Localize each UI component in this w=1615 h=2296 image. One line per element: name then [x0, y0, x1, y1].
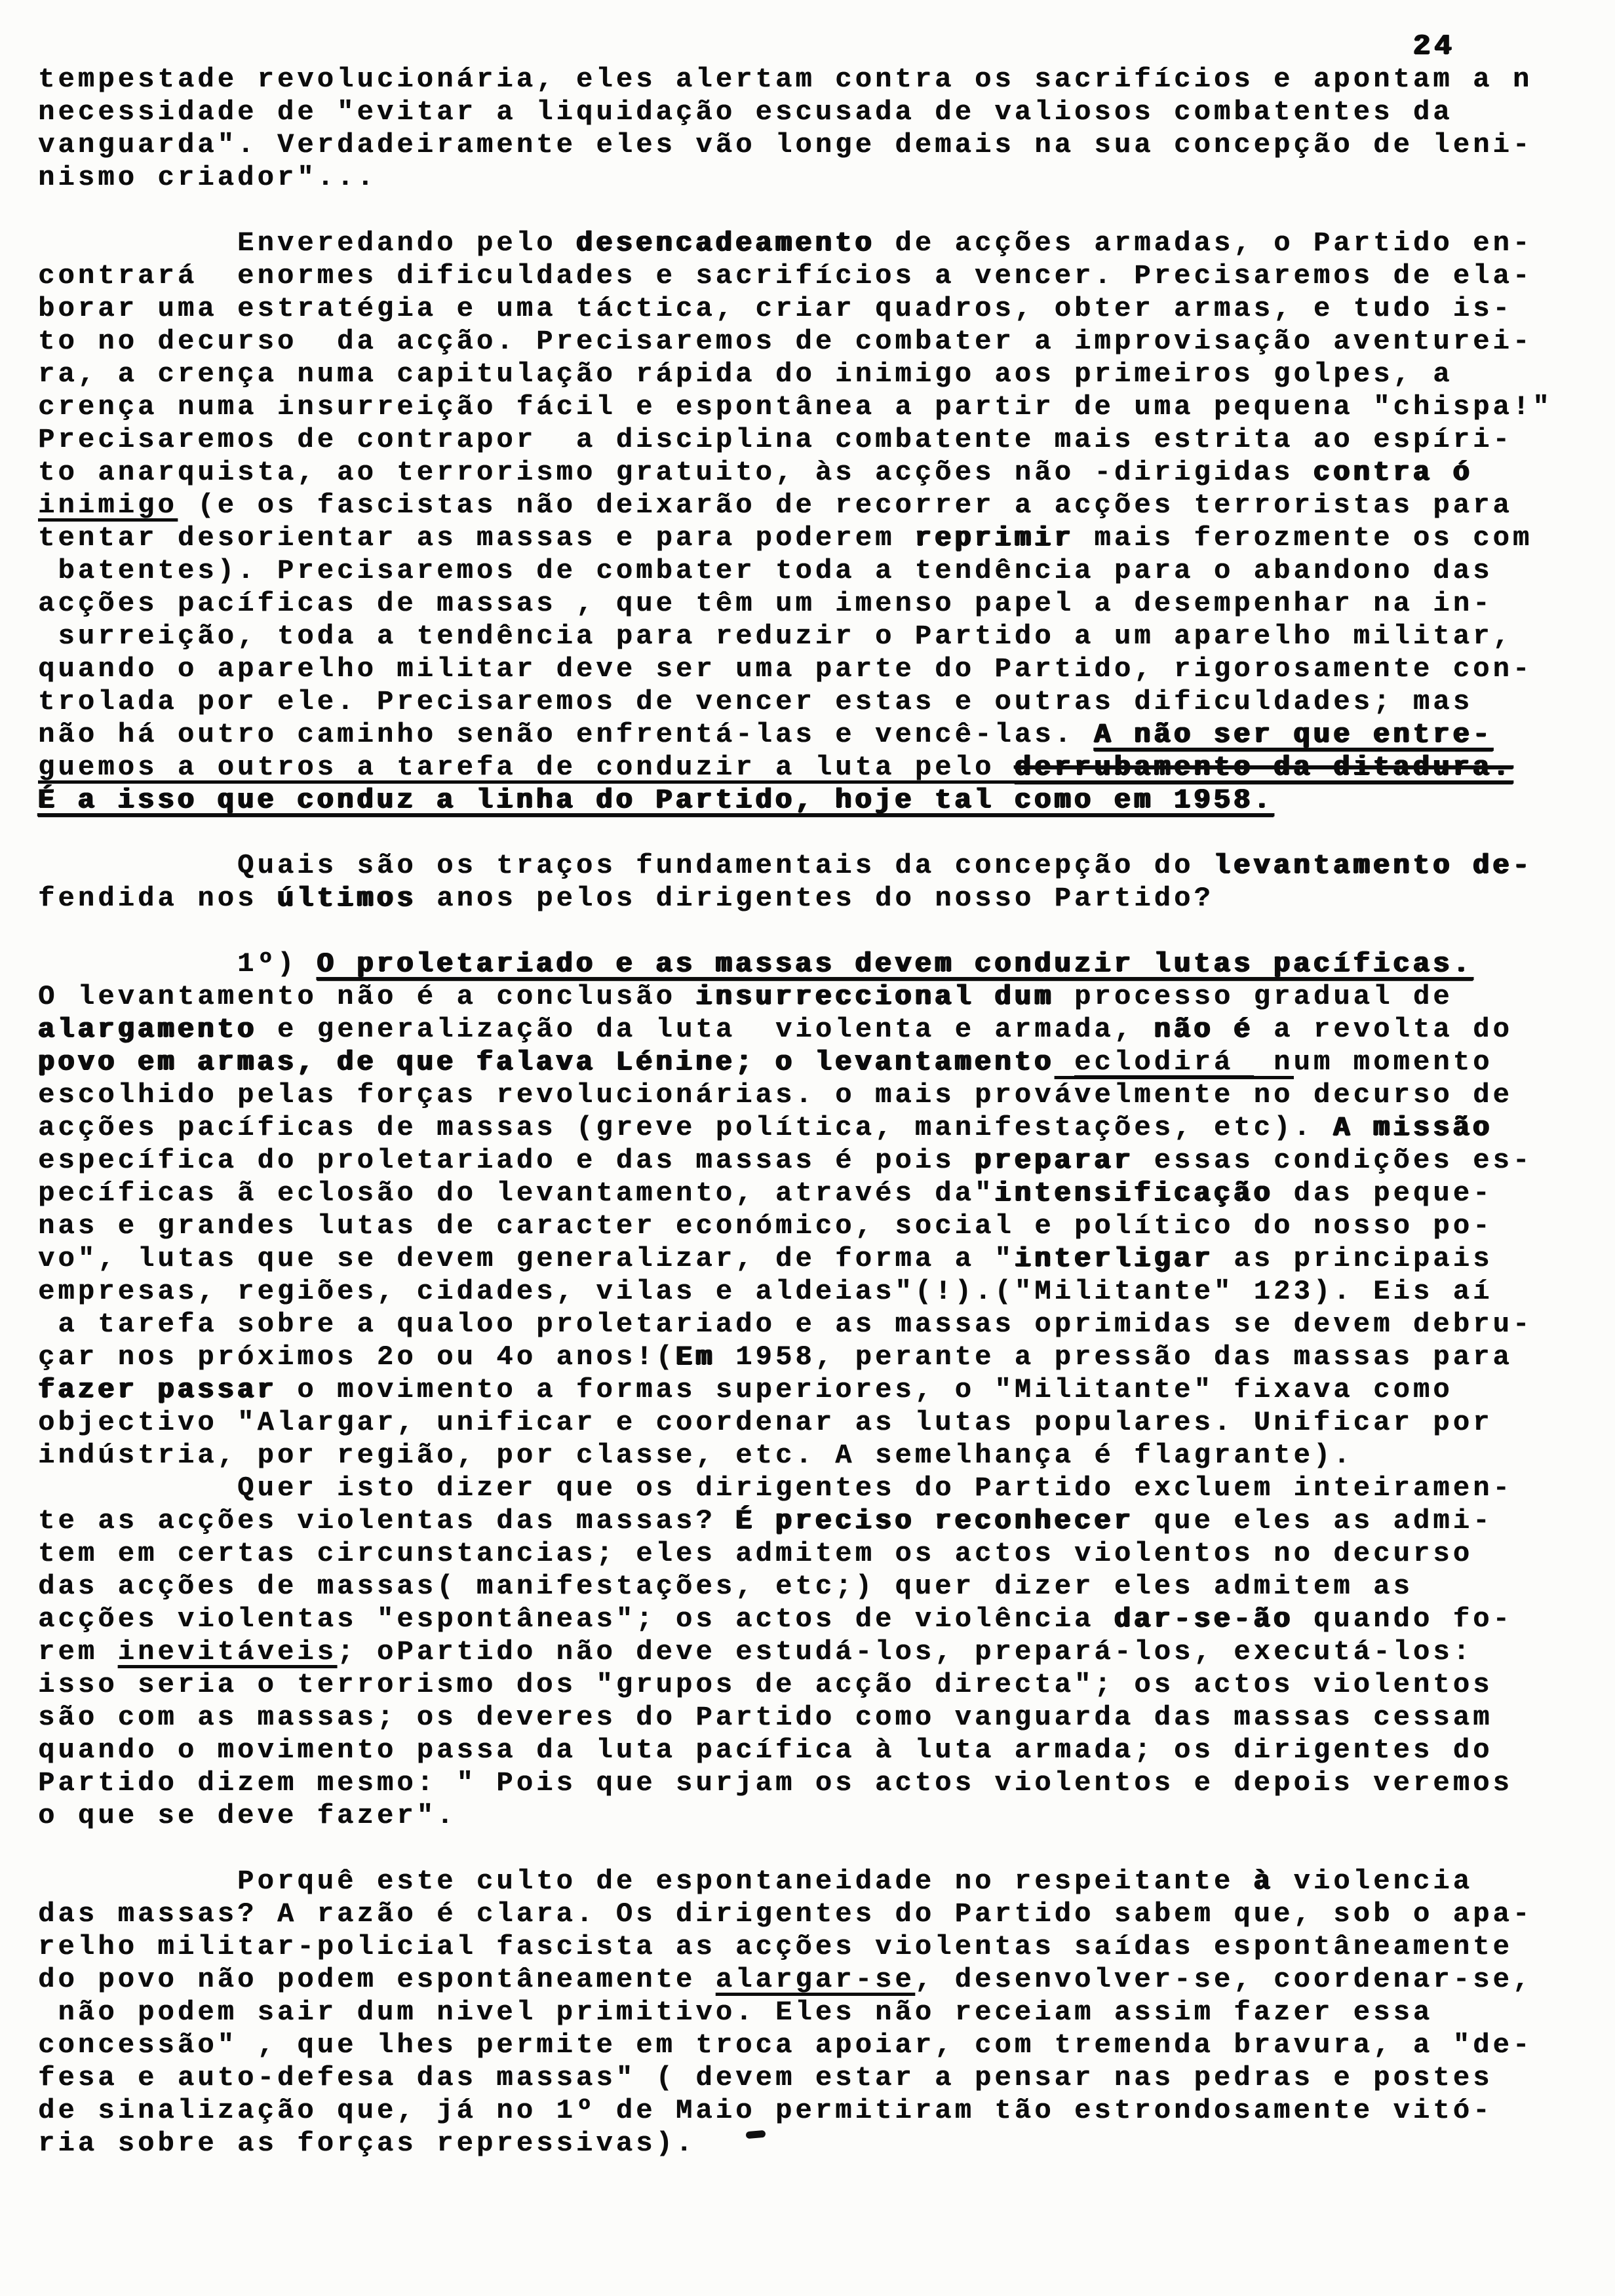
text-line: çar nos próximos 2o ou 4o anos!(Em 1958, perante a pressão das massas para	[38, 1341, 1513, 1373]
text-line: acções pacíficas de massas (greve política, manifestações, etc). A missão	[38, 1112, 1493, 1143]
text-line: 1º) O proletariado e as massas devem conduzir lutas pacíficas.	[38, 948, 1473, 980]
text-line: Partido dizem mesmo: " Pois que surjam os actos violentos e depois veremos	[38, 1767, 1513, 1799]
text-line: inimigo (e os fascistas não deixarão de recorrer a acções terroristas para	[38, 489, 1513, 521]
text-line: necessidade de "evitar a liquidação escusada de valiosos combatentes da	[38, 96, 1453, 128]
text-line: do povo não podem espontâneamente alargar-se, desenvolver-se, coordenar-se,	[38, 1964, 1533, 1995]
text-line: to no decurso da acção. Precisaremos de combater a improvisação aventurei-	[38, 326, 1533, 357]
text-line: escolhido pelas forças revolucionárias. o mais provávelmente no decurso de	[38, 1079, 1513, 1111]
text-line: acções violentas "espontâneas"; os actos de violência dar-se-ão quando fo-	[38, 1603, 1513, 1635]
text-line: específica do proletariado e das massas é pois preparar essas condições es-	[38, 1145, 1533, 1176]
text-line: crença numa insurreição fácil e espontânea a partir de uma pequena "chispa!"	[38, 391, 1553, 423]
text-line: fazer passar o movimento a formas superiores, o "Militante" fixava como	[38, 1374, 1453, 1406]
paragraph	[38, 947, 1553, 1472]
text-line: O levantamento não é a conclusão insurreccional dum processo gradual de	[38, 981, 1453, 1012]
text-line: rem inevitáveis; oPartido não deve estudá-los, prepará-los, executá-los:	[38, 1636, 1473, 1668]
paragraph	[38, 849, 1553, 915]
paragraph	[38, 1472, 1553, 1832]
text-line: tem em certas circunstancias; eles admitem os actos violentos no decurso	[38, 1538, 1473, 1569]
text-line: de sinalização que, já no 1º de Maio permitiram tão estrondosamente vitó-	[38, 2095, 1493, 2126]
text-line: relho militar-policial fascista as acções violentas saídas espontâneamente	[38, 1931, 1513, 1962]
text-line: Porquê este culto de espontaneidade no respeitante à violencia	[38, 1866, 1473, 1897]
text-line: concessão" , que lhes permite em troca apoiar, com tremenda bravura, a "de-	[38, 2029, 1533, 2061]
text-line: fesa e auto-defesa das massas" ( devem estar a pensar nas pedras e postes	[38, 2062, 1493, 2094]
text-line: te as acções violentas das massas? É preciso reconhecer que eles as admi-	[38, 1505, 1493, 1537]
text-line: não podem sair dum nivel primitivo. Eles não receiam assim fazer essa	[38, 1997, 1433, 2028]
text-line: batentes). Precisaremos de combater toda a tendência para o abandono das	[38, 555, 1493, 586]
text-line: alargamento e generalização da luta violenta e armada, não é a revolta do	[38, 1014, 1513, 1045]
paragraph	[38, 63, 1553, 194]
text-line: não há outro caminho senão enfrentá-las e vencê-las. A não ser que entre-	[38, 719, 1493, 750]
text-line: nas e grandes lutas de caracter económico, social e político do nosso po-	[38, 1210, 1493, 1242]
text-line: contrará enormes dificuldades e sacrifícios a vencer. Precisaremos de ela-	[38, 260, 1533, 292]
text-line: Precisaremos de contrapor a disciplina combatente mais estrita ao espíri-	[38, 424, 1513, 455]
text-line: Enveredando pelo desencadeamento de acções armadas, o Partido en-	[38, 227, 1533, 259]
text-line: guemos a outros a tarefa de conduzir a luta pelo derrubamento da ditadura.	[38, 752, 1513, 783]
page-number: 24	[1413, 30, 1456, 63]
text-line: isso seria o terrorismo dos "grupos de acção directa"; os actos violentos	[38, 1669, 1493, 1700]
text-line: vanguarda". Verdadeiramente eles vão longe demais na sua concepção de leni-	[38, 129, 1533, 161]
text-line: ria sobre as forças repressivas).	[38, 2128, 696, 2159]
text-line: objectivo "Alargar, unificar e coordenar as lutas populares. Unificar por	[38, 1407, 1493, 1438]
text-line: nismo criador"...	[38, 162, 377, 193]
text-line: to anarquista, ao terrorismo gratuito, às acções não -dirigidas contra ó	[38, 457, 1473, 488]
text-line: acções pacíficas de massas , que têm um imenso papel a desempenhar na in-	[38, 588, 1493, 619]
text-line: tentar desorientar as massas e para poderem reprimir mais ferozmente os com	[38, 522, 1533, 554]
text-line: povo em armas, de que falava Lénine; o levantamento eclodirá num momento	[38, 1046, 1493, 1078]
document-body	[38, 63, 1553, 2160]
text-line: fendida nos últimos anos pelos dirigentes do nosso Partido?	[38, 883, 1214, 914]
text-line: Quer isto dizer que os dirigentes do Partido excluem inteiramen-	[38, 1472, 1513, 1504]
text-line: tempestade revolucionária, eles alertam contra os sacrifícios e apontam a n	[38, 64, 1533, 95]
text-line: Quais são os traços fundamentais da concepção do levantamento de-	[38, 850, 1533, 881]
text-line: o que se deve fazer".	[38, 1800, 457, 1831]
text-line: ra, a crença numa capitulação rápida do inimigo aos primeiros golpes, a	[38, 358, 1453, 390]
paragraph	[38, 1865, 1553, 2160]
text-line: indústria, por região, por classe, etc. A semelhança é flagrante).	[38, 1440, 1353, 1471]
text-line: surreição, toda a tendência para reduzir o Partido a um aparelho militar,	[38, 621, 1513, 652]
text-line: pecíficas ã eclosão do levantamento, através da"intensificação das peque-	[38, 1177, 1493, 1209]
text-line: trolada por ele. Precisaremos de vencer estas e outras dificuldades; mas	[38, 686, 1473, 718]
text-line: são com as massas; os deveres do Partido como vanguarda das massas cessam	[38, 1702, 1493, 1733]
text-line: das acções de massas( manifestações, etc;) quer dizer eles admitem as	[38, 1571, 1413, 1602]
text-line: empresas, regiões, cidades, vilas e aldeias"(!).("Militante" 123). Eis aí	[38, 1276, 1493, 1307]
text-line: É a isso que conduz a linha do Partido, hoje tal como em 1958.	[38, 784, 1274, 816]
text-line: vo", lutas que se devem generalizar, de forma a "interligar as principais	[38, 1243, 1493, 1274]
text-line: quando o aparelho militar deve ser uma parte do Partido, rigorosamente con-	[38, 653, 1533, 685]
text-line: das massas? A razão é clara. Os dirigentes do Partido sabem que, sob o apa-	[38, 1898, 1533, 1930]
text-line: a tarefa sobre a qualoo proletariado e as massas oprimidas se devem debru-	[38, 1309, 1533, 1340]
text-line: quando o movimento passa da luta pacífica à luta armada; os dirigentes do	[38, 1734, 1493, 1766]
text-line: borar uma estratégia e uma táctica, criar quadros, obter armas, e tudo is-	[38, 293, 1513, 324]
paragraph	[38, 227, 1553, 816]
